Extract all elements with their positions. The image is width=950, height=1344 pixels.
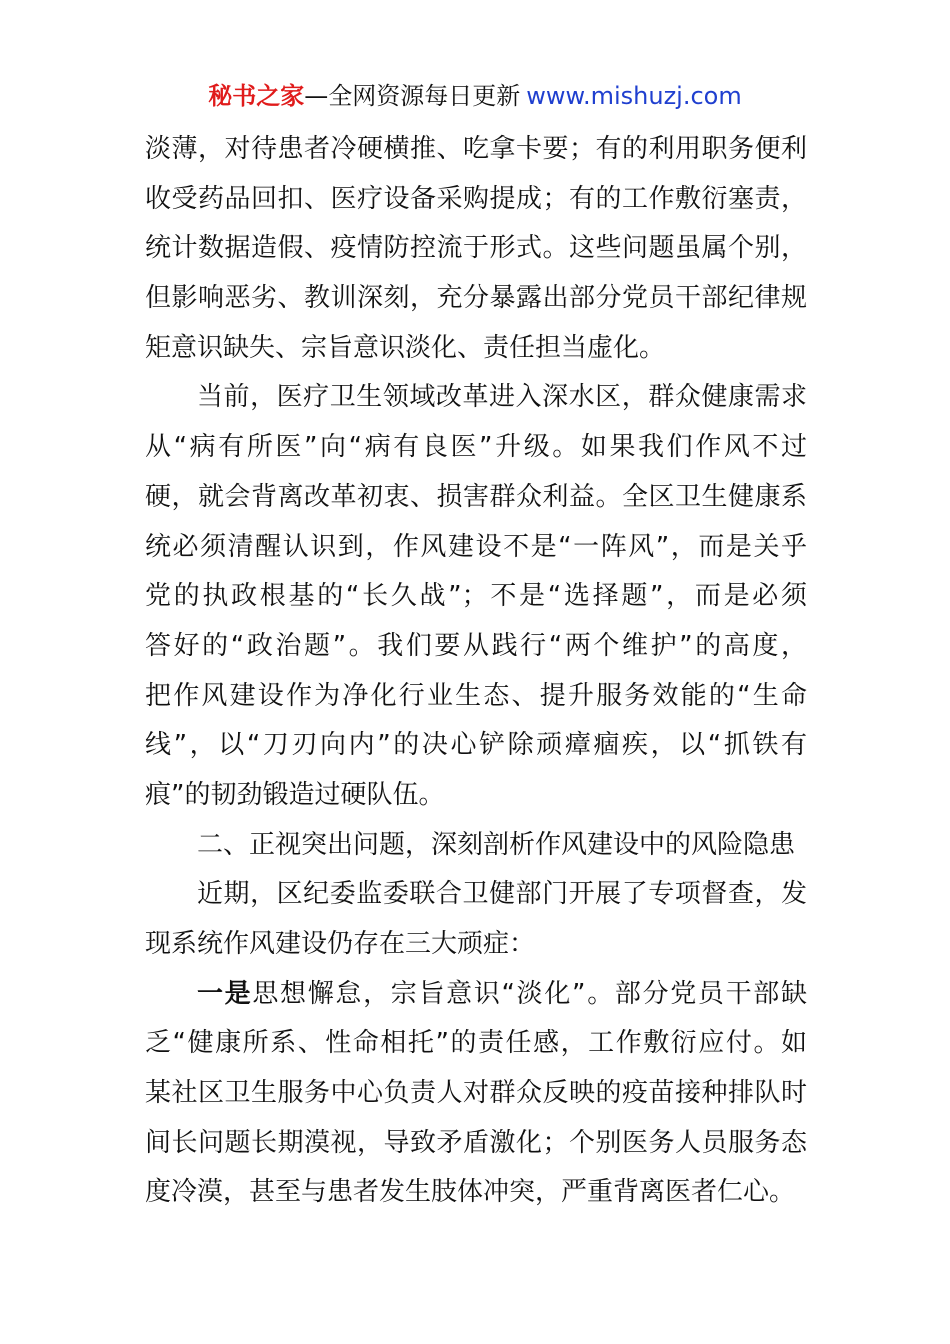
- text-line: 线”，以“刀刃向内”的决心铲除顽瘴痼疾，以“抓铁有: [145, 730, 807, 761]
- site-url-link[interactable]: www.mishuzj.com: [526, 82, 742, 110]
- text-line: 从“病有所医”向“病有良医”升级。如果我们作风不过: [145, 432, 807, 463]
- bold-lead: 一是: [197, 978, 253, 1009]
- text-line: 统计数据造假、疫情防控流于形式。这些问题虽属个别，: [145, 233, 807, 264]
- text-line: 硬，就会背离改革初衷、损害群众利益。全区卫生健康系: [145, 481, 807, 512]
- text-line: 答好的“政治题”。我们要从践行“两个维护”的高度，: [145, 630, 807, 661]
- paragraph-start-line: 当前，医疗卫生领域改革进入深水区，群众健康需求: [197, 382, 807, 413]
- header-tagline: —全网资源每日更新: [304, 82, 521, 110]
- paragraph-start-line: [145, 970, 807, 1020]
- text-line: 统必须清醒认识到，作风建设不是“一阵风”，而是关乎: [145, 531, 807, 562]
- text-line: 矩意识缺失、宗旨意识淡化、责任担当虚化。: [145, 332, 666, 363]
- text-line: 乏“健康所系、性命相托”的责任感，工作敷衍应付。如: [145, 1028, 807, 1059]
- text-line: 收受药品回扣、医疗设备采购提成；有的工作敷衍塞责，: [145, 183, 807, 214]
- text-line: 党的执政根基的“长久战”；不是“选择题”，而是必须: [145, 581, 807, 612]
- text-run: 思想懈怠，宗旨意识“淡化”。部分党员干部缺: [252, 978, 807, 1009]
- site-header: [0, 80, 950, 112]
- section-heading: 二、正视突出问题，深刻剖析作风建设中的风险隐患: [197, 829, 796, 860]
- text-line: 痕”的韧劲锻造过硬队伍。: [145, 779, 445, 810]
- document-body: [145, 125, 807, 1218]
- text-line: 把作风建设作为净化行业生态、提升服务效能的“生命: [145, 680, 807, 711]
- text-line: 现系统作风建设仍存在三大顽症：: [145, 929, 536, 959]
- brand-name: 秘书之家: [208, 82, 305, 110]
- text-line: 淡薄，对待患者冷硬横推、吃拿卡要；有的利用职务便利: [145, 134, 807, 164]
- text-line: 但影响恶劣、教训深刻，充分暴露出部分党员干部纪律规: [145, 283, 807, 314]
- text-line: 某社区卫生服务中心负责人对群众反映的疫苗接种排队时: [145, 1078, 807, 1109]
- text-line: 度冷漠，甚至与患者发生肢体冲突，严重背离医者仁心。: [145, 1177, 796, 1208]
- text-line: 间长问题长期漠视，导致矛盾激化；个别医务人员服务态: [145, 1127, 807, 1158]
- paragraph-start-line: 近期，区纪委监委联合卫健部门开展了专项督查，发: [197, 879, 807, 910]
